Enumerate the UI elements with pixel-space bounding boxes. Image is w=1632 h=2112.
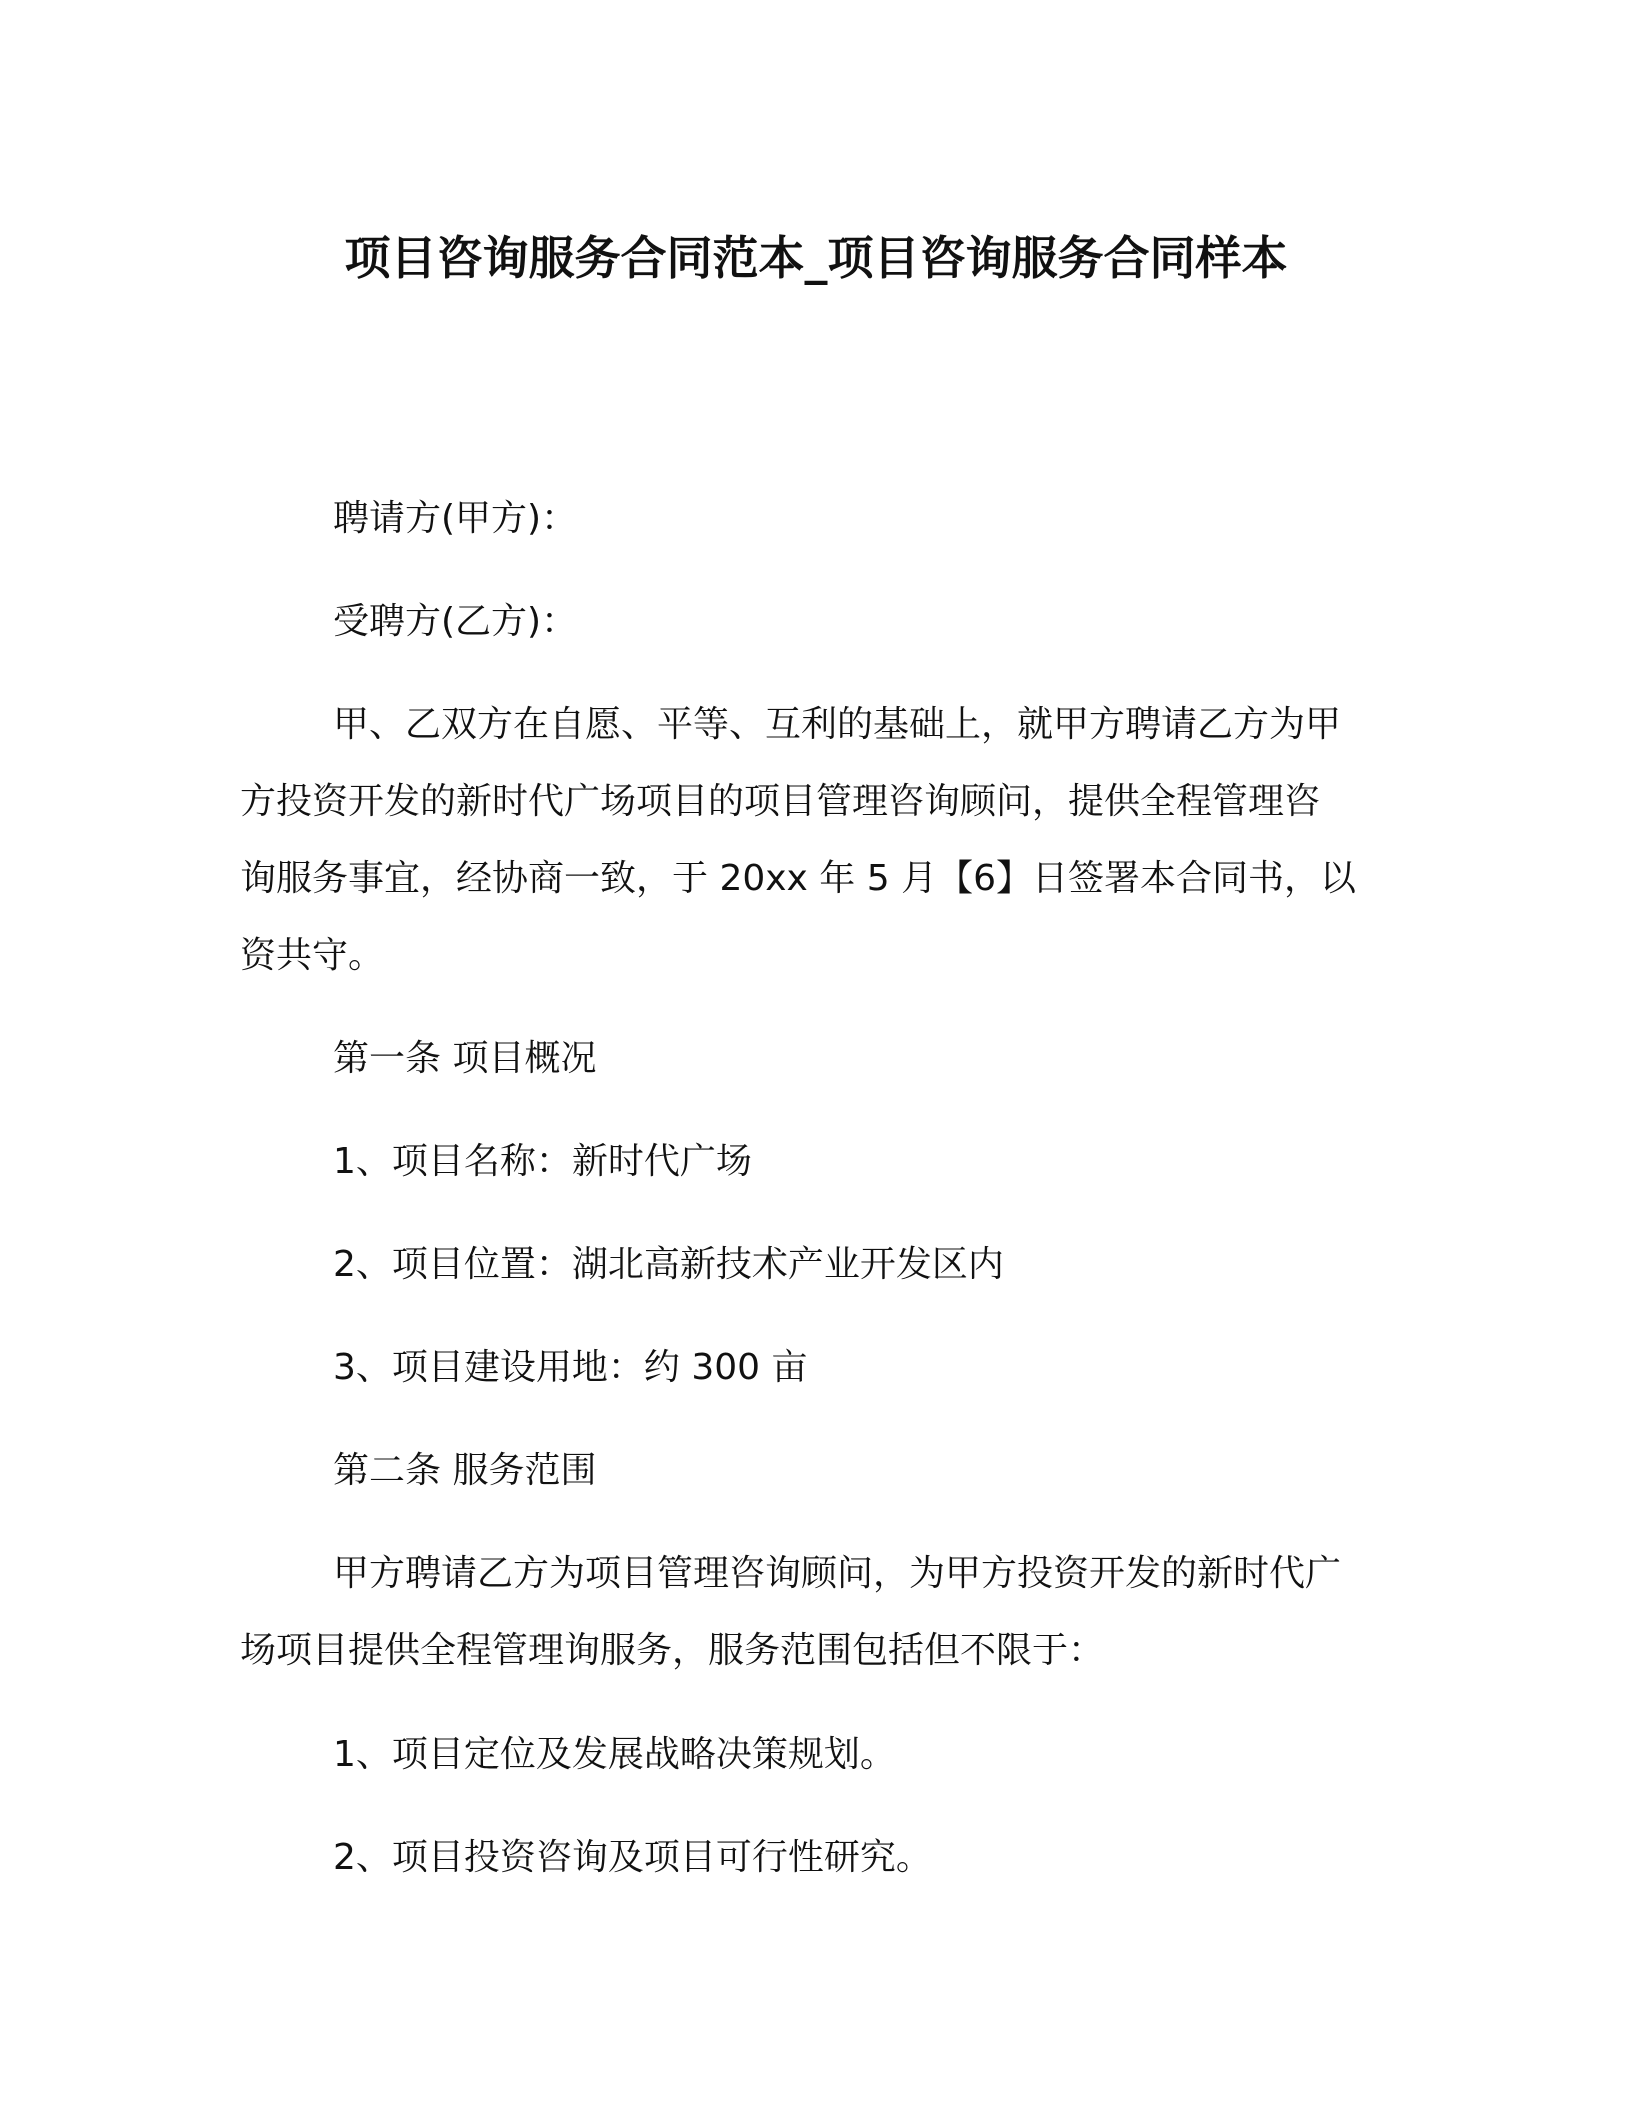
party-a-label: 聘请方(甲方)：: [333, 498, 578, 539]
document-title: 项目咨询服务合同范本_项目咨询服务合同样本: [344, 231, 1288, 285]
article2-item-1: 1、项目定位及发展战略决策规划。: [333, 1734, 896, 1775]
intro-line-3: 询服务事宜，经协商一致，于 20xx 年 5 月【6】日签署本合同书，以: [240, 858, 1357, 899]
article2-item-2: 2、项目投资咨询及项目可行性研究。: [333, 1837, 932, 1878]
intro-line-2: 方投资开发的新时代广场项目的项目管理咨询顾问，提供全程管理咨: [240, 781, 1321, 822]
intro-line-4: 资共守。: [240, 935, 385, 976]
intro-line-1: 甲、乙双方在自愿、平等、互利的基础上，就甲方聘请乙方为甲: [333, 704, 1342, 745]
article1-item-2: 2、项目位置：湖北高新技术产业开发区内: [333, 1244, 1004, 1285]
article1-heading: 第一条 项目概况: [333, 1038, 597, 1079]
party-b-label: 受聘方(乙方)：: [333, 601, 578, 642]
article1-item-1: 1、项目名称：新时代广场: [333, 1141, 752, 1182]
article1-item-3: 3、项目建设用地：约 300 亩: [333, 1347, 808, 1388]
article2-paragraph-line-1: 甲方聘请乙方为项目管理咨询顾问，为甲方投资开发的新时代广: [333, 1553, 1342, 1594]
article2-heading: 第二条 服务范围: [333, 1450, 597, 1491]
article2-paragraph-line-2: 场项目提供全程管理询服务，服务范围包括但不限于：: [240, 1630, 1105, 1671]
